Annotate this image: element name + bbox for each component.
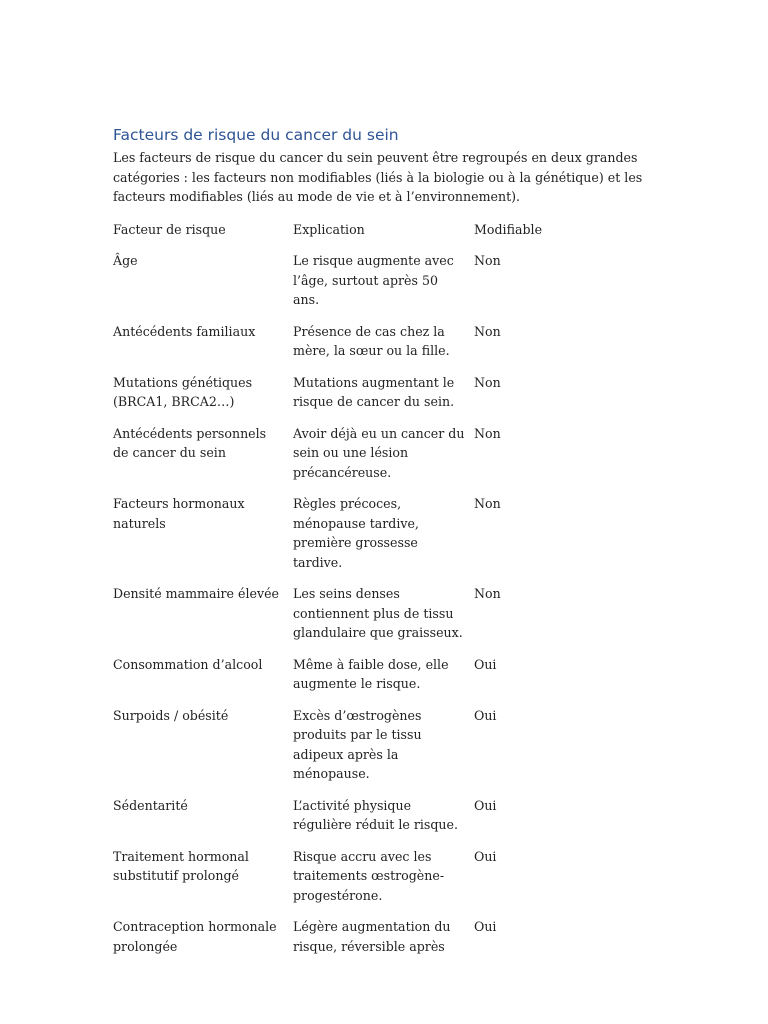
cell-modifiable: Non xyxy=(474,374,501,390)
cell-factor: Mutations génétiques (BRCA1, BRCA2…) xyxy=(113,374,253,409)
cell-modifiable: Oui xyxy=(474,656,497,672)
table-row xyxy=(113,917,658,968)
cell-factor: Consommation d’alcool xyxy=(113,656,263,672)
cell-explanation: Le risque augmente avec l’âge, surtout après 50 ans. xyxy=(293,253,454,307)
header-explanation: Explication xyxy=(293,221,365,237)
cell-factor: Facteurs hormonaux naturels xyxy=(113,496,245,531)
cell-modifiable: Oui xyxy=(474,848,497,864)
cell-factor: Densité mammaire élevée xyxy=(113,586,279,601)
cell-factor: Contraception hormonale prolongée xyxy=(113,919,277,954)
cell-factor: Âge xyxy=(113,253,138,268)
header-factor: Facteur de risque xyxy=(113,221,226,237)
table-row xyxy=(113,584,658,655)
table-row xyxy=(113,373,658,424)
header-modifiable: Modifiable xyxy=(474,221,543,237)
cell-explanation: Légère augmentation du risque, réversible après xyxy=(293,919,451,954)
table-row xyxy=(113,494,658,584)
cell-factor: Antécédents familiaux xyxy=(113,323,256,339)
cell-modifiable: Non xyxy=(474,323,501,339)
table-row xyxy=(113,796,658,847)
table-row xyxy=(113,251,658,322)
intro-paragraph: Les facteurs de risque du cancer du sein peuvent être regroupés en deux grandes catégories : les facteurs non modifiables (liés à la biologie ou à la génétique) et les facteurs modifiables (liés au mode de vie et à l’environnement). xyxy=(113,150,643,204)
cell-modifiable: Non xyxy=(474,586,501,601)
document-page xyxy=(113,124,658,968)
table-row xyxy=(113,706,658,796)
cell-modifiable: Oui xyxy=(474,919,497,934)
cell-explanation: Avoir déjà eu un cancer du sein ou une lésion précancéreuse. xyxy=(293,425,465,480)
cell-factor: Traitement hormonal substitutif prolongé xyxy=(113,848,249,883)
table-row xyxy=(113,322,658,373)
cell-factor: Surpoids / obésité xyxy=(113,707,229,723)
cell-explanation: Les seins denses contiennent plus de tissu glandulaire que graisseux. xyxy=(293,586,463,640)
cell-modifiable: Oui xyxy=(474,707,497,723)
table-row xyxy=(113,847,658,918)
table-row xyxy=(113,424,658,495)
cell-explanation: Excès d’œstrogènes produits par le tissu adipeux après la ménopause. xyxy=(293,707,422,781)
table-header-row xyxy=(113,220,658,252)
cell-modifiable: Non xyxy=(474,425,501,441)
cell-factor: Sédentarité xyxy=(113,797,188,813)
cell-explanation: L’activité physique régulière réduit le risque. xyxy=(293,797,458,832)
document-title: Facteurs de risque du cancer du sein xyxy=(113,126,399,144)
cell-explanation: Même à faible dose, elle augmente le risque. xyxy=(293,656,449,691)
cell-modifiable: Non xyxy=(474,253,501,268)
cell-modifiable: Non xyxy=(474,496,501,511)
risk-factors-table xyxy=(113,220,658,969)
cell-modifiable: Oui xyxy=(474,797,497,813)
cell-explanation: Mutations augmentant le risque de cancer du sein. xyxy=(293,374,455,409)
cell-factor: Antécédents personnels de cancer du sein xyxy=(113,425,267,460)
cell-explanation: Présence de cas chez la mère, la sœur ou la fille. xyxy=(293,323,450,358)
cell-explanation: Règles précoces, ménopause tardive, première grossesse tardive. xyxy=(293,496,419,570)
cell-explanation: Risque accru avec les traitements œstrogène-progestérone. xyxy=(293,848,445,903)
table-row xyxy=(113,655,658,706)
